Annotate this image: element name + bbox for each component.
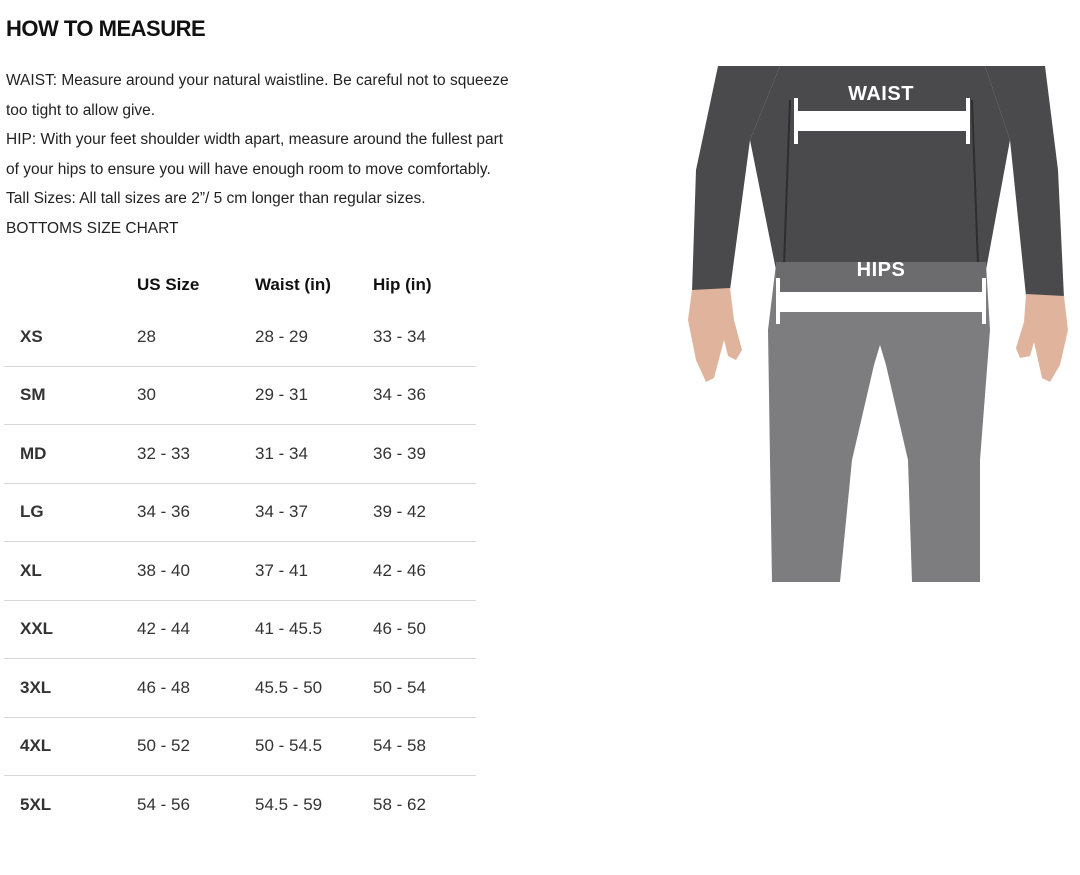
waist-cell: 41 - 45.5 bbox=[255, 600, 373, 659]
waist-cell: 28 - 29 bbox=[255, 308, 373, 366]
size-cell: LG bbox=[4, 483, 137, 542]
us-size-cell: 28 bbox=[137, 308, 255, 366]
size-cell: 5XL bbox=[20, 794, 52, 814]
hips-label: HIPS bbox=[856, 259, 906, 281]
size-cell: MD bbox=[4, 425, 137, 484]
table-row bbox=[4, 542, 476, 601]
table-row bbox=[4, 659, 476, 718]
hip-cell: 42 - 46 bbox=[373, 542, 476, 601]
us-size-cell: 34 - 36 bbox=[137, 483, 255, 542]
hip-cell: 50 - 54 bbox=[373, 659, 476, 718]
header-waist: Waist (in) bbox=[255, 275, 331, 294]
waist-cell: 45.5 - 50 bbox=[255, 659, 373, 718]
measure-instructions bbox=[6, 66, 596, 243]
us-size-cell: 30 bbox=[137, 366, 255, 425]
waist-label: WAIST bbox=[848, 83, 914, 105]
us-size-cell: 46 - 48 bbox=[137, 659, 255, 718]
size-cell: 4XL bbox=[4, 717, 137, 776]
size-cell: SM bbox=[4, 366, 137, 425]
table-row bbox=[4, 483, 476, 542]
tall-sizes-note: Tall Sizes: All tall sizes are 2”/ 5 cm longer than regular sizes. bbox=[6, 190, 426, 207]
waist-cell: 34 - 37 bbox=[255, 483, 373, 542]
header-us-size: US Size bbox=[137, 275, 200, 294]
hip-cell: 39 - 42 bbox=[373, 483, 476, 542]
us-size-cell: 38 - 40 bbox=[137, 542, 255, 601]
page-title: HOW TO MEASURE bbox=[6, 16, 206, 41]
us-size-cell: 50 - 52 bbox=[137, 717, 255, 776]
waist-cell: 29 - 31 bbox=[255, 366, 373, 425]
hip-cell: 58 - 62 bbox=[373, 794, 426, 814]
waist-cell: 50 - 54.5 bbox=[255, 717, 373, 776]
table-header-row bbox=[4, 262, 476, 308]
table-row bbox=[4, 776, 476, 834]
hip-cell: 54 - 58 bbox=[373, 717, 476, 776]
table-row bbox=[4, 717, 476, 776]
size-cell: XS bbox=[4, 308, 137, 366]
hip-cell: 36 - 39 bbox=[373, 425, 476, 484]
table-row bbox=[4, 600, 476, 659]
size-cell: 3XL bbox=[4, 659, 137, 718]
header-size bbox=[4, 262, 137, 308]
size-cell: XL bbox=[4, 542, 137, 601]
table-row bbox=[4, 366, 476, 425]
model-illustration bbox=[680, 60, 1080, 590]
size-chart-heading: BOTTOMS SIZE CHART bbox=[6, 219, 179, 237]
us-size-cell: 54 - 56 bbox=[137, 794, 190, 814]
waist-cell: 31 - 34 bbox=[255, 425, 373, 484]
size-cell: XXL bbox=[4, 600, 137, 659]
right-hand bbox=[1016, 294, 1068, 382]
hip-instruction-line-1: HIP: With your feet shoulder width apart, measure around the fullest part bbox=[6, 131, 504, 148]
table-row bbox=[4, 425, 476, 484]
waist-instruction-line-1: WAIST: Measure around your natural waistline. Be careful not to squeeze bbox=[6, 72, 509, 89]
us-size-cell: 42 - 44 bbox=[137, 600, 255, 659]
body-measurement-figure bbox=[680, 60, 1080, 590]
header-hip: Hip (in) bbox=[373, 275, 432, 294]
us-size-cell: 32 - 33 bbox=[137, 425, 255, 484]
waist-instruction-line-2: too tight to allow give. bbox=[6, 101, 156, 119]
table-row bbox=[4, 308, 476, 366]
waist-cell: 37 - 41 bbox=[255, 542, 373, 601]
hip-cell: 34 - 36 bbox=[373, 366, 476, 425]
left-hand bbox=[688, 288, 742, 382]
hip-cell: 46 - 50 bbox=[373, 600, 476, 659]
bottoms-size-table bbox=[4, 262, 476, 834]
hip-cell: 33 - 34 bbox=[373, 308, 476, 366]
hip-instruction-line-2: of your hips to ensure you will have enough room to move comfortably. bbox=[6, 160, 491, 178]
waist-cell: 54.5 - 59 bbox=[255, 794, 323, 814]
